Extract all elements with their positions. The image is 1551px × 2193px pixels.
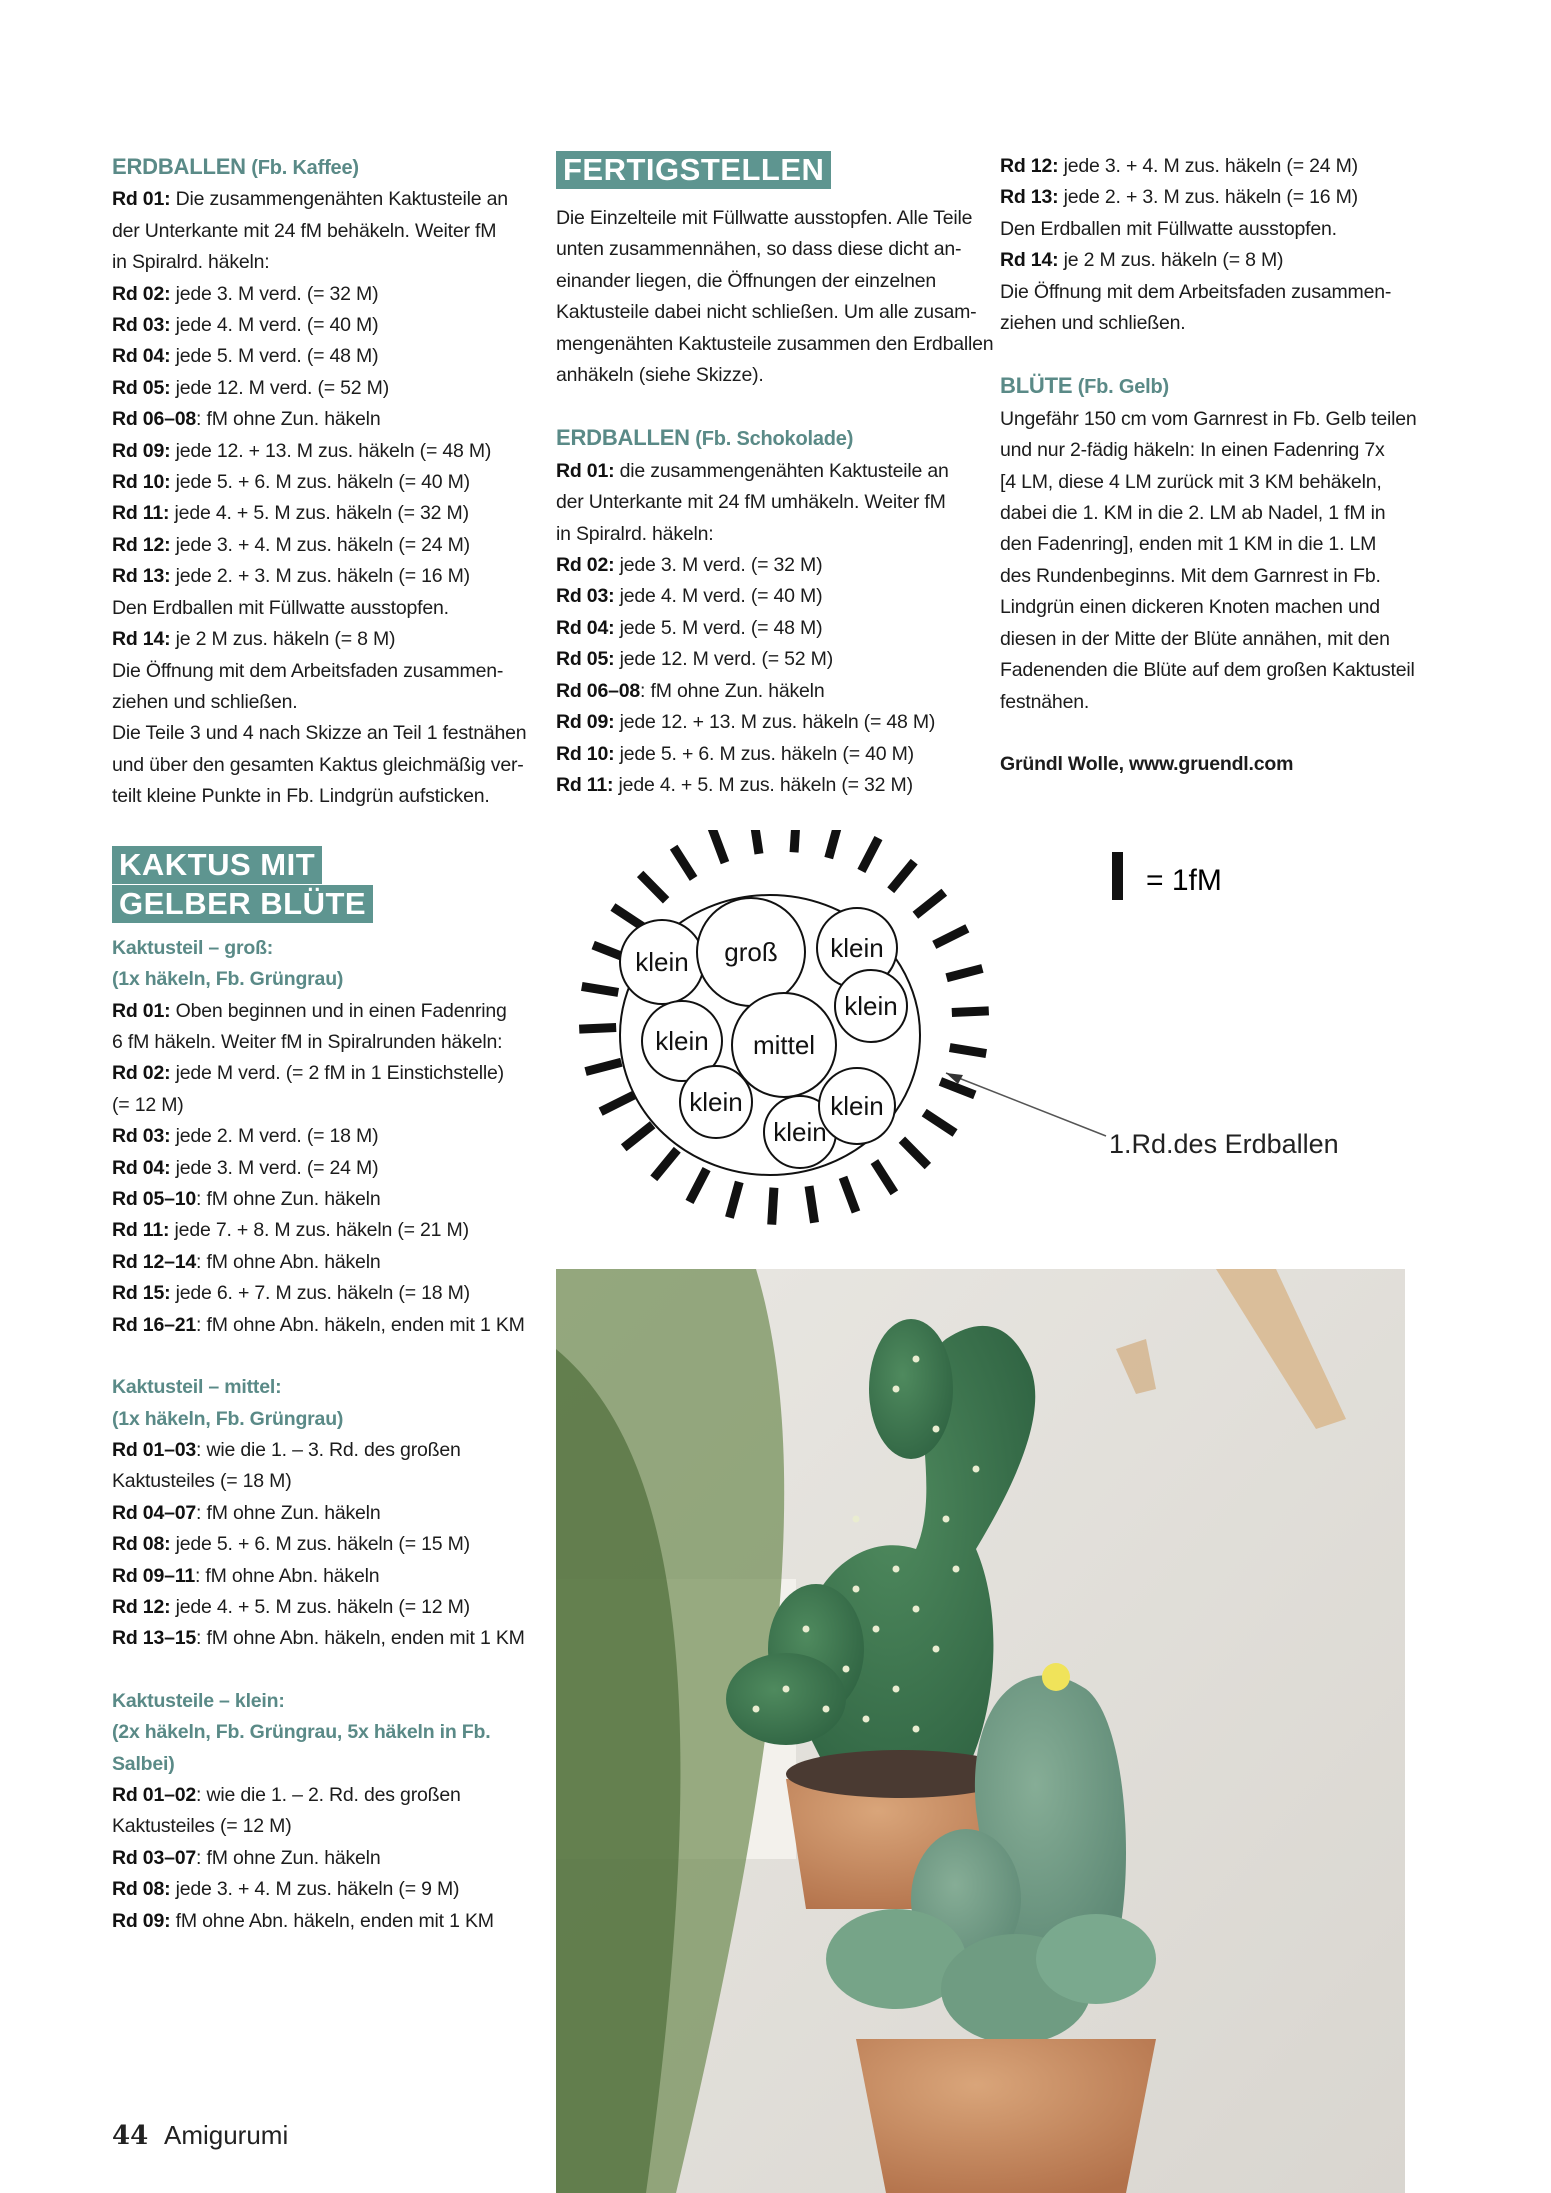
- instruction-line: Rd 03: jede 2. M verd. (= 18 M): [112, 1125, 379, 1148]
- heading-title: ERDBALLEN: [112, 154, 246, 179]
- cactus-part-label: klein: [655, 1026, 709, 1056]
- cactus-part-label: mittel: [752, 1030, 816, 1060]
- section-heading: [1000, 370, 1430, 403]
- stitch-ray: [729, 1182, 739, 1218]
- round-label: Rd 02:: [112, 282, 171, 305]
- round-label: Rd 01–03: [112, 1438, 197, 1461]
- instruction-line: diesen in der Mitte der Blüte annähen, mit den: [1000, 627, 1390, 650]
- round-label: Rd 03:: [112, 314, 171, 337]
- round-label: Rd 05:: [112, 376, 171, 399]
- instruction-line: unten zusammennähen, so dass diese dicht an-: [556, 238, 962, 261]
- part-heading: (1x häkeln, Fb. Grüngrau): [112, 968, 344, 991]
- round-label: Rd 11:: [556, 773, 614, 796]
- stitch-ray: [712, 830, 725, 863]
- stitch-ray: [690, 1169, 707, 1202]
- instruction-line: Rd 09: fM ohne Abn. häkeln, enden mit 1 KM: [112, 1909, 494, 1932]
- instruction-line: mengenähten Kaktusteile zusammen den Erdballen: [556, 332, 994, 355]
- instruction-line: Rd 04: jede 3. M verd. (= 24 M): [112, 1156, 379, 1179]
- instruction-line: Rd 05: jede 12. M verd. (= 52 M): [556, 648, 834, 671]
- round-label: Rd 01–02: [112, 1783, 197, 1806]
- instruction-line: Rd 01–02: wie die 1. – 2. Rd. des großen: [112, 1783, 461, 1806]
- instruction-line: festnähen.: [1000, 690, 1090, 713]
- round-label: Rd 11:: [112, 1219, 170, 1242]
- part-heading: Kaktusteil – groß:: [112, 936, 274, 959]
- instruction-line: teilt kleine Punkte in Fb. Lindgrün aufsticken.: [112, 785, 490, 808]
- instruction-line: des Rundenbeginns. Mit dem Garnrest in Fb.: [1000, 564, 1381, 587]
- stitch-ray: [654, 1150, 678, 1179]
- page-number: 44: [112, 2121, 149, 2151]
- stitch-ray: [582, 986, 618, 992]
- stitch-ray: [601, 1095, 634, 1112]
- instruction-line: Den Erdballen mit Füllwatte ausstopfen.: [1000, 217, 1337, 240]
- instruction-line: Rd 01: die zusammengenähten Kaktusteile an: [556, 459, 949, 482]
- round-label: Rd 12:: [1000, 155, 1059, 177]
- instruction-line: Rd 02: jede 3. M verd. (= 32 M): [556, 554, 823, 577]
- stitch-ray: [924, 1113, 955, 1133]
- instruction-line: Rd 12: jede 3. + 4. M zus. häkeln (= 24 M): [1000, 155, 1358, 177]
- instruction-line: Rd 03: jede 4. M verd. (= 40 M): [112, 314, 379, 337]
- instruction-line: Rd 01: Die zusammengenähten Kaktusteile an: [112, 188, 508, 211]
- round-label: Rd 03–07: [112, 1846, 197, 1869]
- heading-subtitle: (Fb. Gelb): [1077, 376, 1170, 399]
- instruction-line: Rd 08: jede 5. + 6. M zus. häkeln (= 15 M): [112, 1533, 470, 1556]
- cactus-part-label: klein: [830, 1091, 884, 1121]
- assembly-diagram: [556, 830, 1426, 1250]
- page-footer: [112, 2120, 288, 2151]
- round-label: Rd 05–10: [112, 1188, 197, 1211]
- stitch-ray: [579, 1028, 616, 1030]
- instruction-line: Die Öffnung mit dem Arbeitsfaden zusammen-: [1000, 280, 1392, 303]
- instruction-line: Rd 14: je 2 M zus. häkeln (= 8 M): [1000, 249, 1284, 272]
- instruction-line: Rd 04: jede 5. M verd. (= 48 M): [112, 345, 379, 368]
- legend-mark: [1112, 852, 1123, 900]
- instruction-line: (= 12 M): [112, 1093, 184, 1116]
- cactus-photo: [556, 1269, 1405, 2193]
- instruction-line: Rd 02: jede M verd. (= 2 fM in 1 Einstichstelle): [112, 1062, 504, 1085]
- instruction-lines: [1000, 404, 1430, 718]
- instruction-line: Rd 01–03: wie die 1. – 3. Rd. des großen: [112, 1438, 461, 1461]
- round-label: Rd 05:: [556, 648, 615, 671]
- cactus-circles: [620, 895, 920, 1175]
- stitch-ray: [829, 830, 839, 858]
- cactus-part-label: klein: [844, 991, 898, 1021]
- stitch-ray: [915, 892, 944, 915]
- stitch-ray: [772, 1188, 774, 1225]
- instruction-line: Rd 03–07: fM ohne Zun. häkeln: [112, 1846, 381, 1869]
- stitch-ray: [952, 1011, 989, 1013]
- instruction-line: Rd 03: jede 4. M verd. (= 40 M): [556, 585, 823, 608]
- section-heading: [556, 422, 976, 455]
- instruction-line: Rd 04: jede 5. M verd. (= 48 M): [556, 616, 823, 639]
- legend-label: = 1fM: [1146, 864, 1222, 897]
- round-label: Rd 02:: [112, 1062, 171, 1085]
- instruction-lines: [556, 456, 976, 801]
- stitch-ray: [613, 907, 644, 927]
- instruction-line: Rd 12–14: fM ohne Abn. häkeln: [112, 1250, 381, 1273]
- stitch-ray: [640, 874, 666, 900]
- stitch-ray: [753, 830, 759, 854]
- cactus-part-label: klein: [773, 1117, 827, 1147]
- round-label: Rd 01:: [556, 459, 615, 482]
- instruction-line: [4 LM, diese 4 LM zurück mit 3 KM behäkeln,: [1000, 470, 1382, 493]
- instruction-line: Rd 01: Oben beginnen und in einen Fadenring: [112, 999, 507, 1022]
- instruction-line: den Fadenring], enden mit 1 KM in die 1. LM: [1000, 533, 1377, 556]
- instruction-line: Rd 12: jede 4. + 5. M zus. häkeln (= 12 M): [112, 1595, 470, 1618]
- stitch-ray: [843, 1177, 856, 1212]
- part-heading: (2x häkeln, Fb. Grüngrau, 5x häkeln in Fb.: [112, 1721, 491, 1744]
- instruction-line: Rd 09: jede 12. + 13. M zus. häkeln (= 48 M): [112, 439, 492, 462]
- intro-paragraph: [556, 203, 994, 391]
- instruction-line: Rd 11: jede 4. + 5. M zus. häkeln (= 32 M): [112, 502, 469, 525]
- round-label: Rd 01:: [112, 188, 171, 211]
- cactus-part-label: klein: [635, 947, 689, 977]
- stitch-ray: [902, 1140, 928, 1166]
- banner-kaktus: [112, 846, 532, 925]
- instruction-line: anhäkeln (siehe Skizze).: [556, 364, 764, 387]
- instruction-line: Rd 05–10: fM ohne Zun. häkeln: [112, 1188, 381, 1211]
- credit-line: Gründl Wolle, www.gruendl.com: [1000, 752, 1294, 775]
- instruction-line: Rd 13: jede 2. + 3. M zus. häkeln (= 16 M): [1000, 186, 1358, 209]
- instruction-line: 6 fM häkeln. Weiter fM in Spiralrunden häkeln:: [112, 1031, 503, 1054]
- round-label: Rd 08:: [112, 1533, 171, 1556]
- column-erdballen-kaffee: [112, 151, 532, 813]
- instruction-line: Rd 14: je 2 M zus. häkeln (= 8 M): [112, 628, 396, 651]
- kaktus-blocks: [112, 933, 532, 1937]
- instruction-line: Rd 06–08: fM ohne Zun. häkeln: [112, 408, 381, 431]
- instruction-line: Lindgrün einen dickeren Knoten machen und: [1000, 596, 1380, 619]
- instruction-line: Rd 10: jede 5. + 6. M zus. häkeln (= 40 M): [112, 471, 470, 494]
- instruction-line: Kaktusteiles (= 18 M): [112, 1470, 292, 1493]
- round-label: Rd 11:: [112, 502, 170, 525]
- instruction-line: Die Öffnung mit dem Arbeitsfaden zusammen-: [112, 659, 504, 682]
- instruction-line: Ungefähr 150 cm vom Garnrest in Fb. Gelb teilen: [1000, 407, 1417, 430]
- instruction-line: Rd 06–08: fM ohne Zun. häkeln: [556, 679, 825, 702]
- banner-line: GELBER BLÜTE: [112, 885, 373, 923]
- cactus-part-label: groß: [724, 937, 778, 967]
- instruction-line: Rd 16–21: fM ohne Abn. häkeln, enden mit 1 KM: [112, 1313, 525, 1336]
- instruction-line: Rd 10: jede 5. + 6. M zus. häkeln (= 40 M): [556, 742, 914, 765]
- round-label: Rd 10:: [112, 471, 171, 494]
- column-bluete: [1000, 151, 1430, 780]
- instruction-line: ziehen und schließen.: [1000, 312, 1186, 335]
- heading-subtitle: (Fb. Schokolade): [695, 428, 854, 451]
- round-label: Rd 03:: [556, 585, 615, 608]
- round-label: Rd 04–07: [112, 1501, 197, 1524]
- instruction-line: Rd 11: jede 7. + 8. M zus. häkeln (= 21 M): [112, 1219, 469, 1242]
- round-label: Rd 01:: [112, 999, 171, 1022]
- round-label: Rd 09:: [112, 439, 171, 462]
- part-heading: Kaktusteile – klein:: [112, 1689, 285, 1712]
- round-label: Rd 12:: [112, 533, 171, 556]
- instruction-line: ziehen und schließen.: [112, 690, 298, 713]
- stitch-ray: [794, 830, 796, 852]
- round-label: Rd 09:: [112, 1909, 171, 1932]
- heading-subtitle: (Fb. Kaffee): [251, 157, 359, 179]
- stitch-ray: [874, 1162, 894, 1193]
- round-label: Rd 12–14: [112, 1250, 197, 1273]
- round-label: Rd 08:: [112, 1878, 171, 1901]
- instruction-line: dabei die 1. KM in die 2. LM ab Nadel, 1 fM in: [1000, 502, 1386, 525]
- cactus-part-label: klein: [830, 933, 884, 963]
- round-label: Rd 04:: [112, 345, 171, 368]
- round-label: Rd 14:: [1000, 249, 1059, 272]
- round-label: Rd 15:: [112, 1282, 171, 1305]
- stitch-ray: [950, 1048, 986, 1054]
- banner-line: KAKTUS MIT: [112, 846, 322, 884]
- instruction-line: Rd 13–15: fM ohne Abn. häkeln, enden mit 1 KM: [112, 1627, 525, 1650]
- round-label: Rd 13–15: [112, 1627, 197, 1650]
- instruction-line: in Spiralrd. häkeln:: [112, 251, 270, 274]
- instruction-line: und nur 2-fädig häkeln: In einen Fadenring 7x: [1000, 439, 1385, 462]
- round-label: Rd 06–08: [556, 679, 641, 702]
- round-label: Rd 13:: [112, 565, 171, 588]
- round-label: Rd 06–08: [112, 408, 197, 431]
- stitch-ray: [674, 847, 694, 878]
- stitch-ray: [891, 862, 915, 891]
- instruction-line: Rd 15: jede 6. + 7. M zus. häkeln (= 18 M): [112, 1282, 470, 1305]
- stitch-ray: [809, 1186, 815, 1223]
- instruction-line: Rd 04–07: fM ohne Zun. häkeln: [112, 1501, 381, 1524]
- round-label: Rd 16–21: [112, 1313, 197, 1336]
- round-label: Rd 09–11: [112, 1564, 195, 1587]
- round-label: Rd 03:: [112, 1125, 171, 1148]
- arrow-line: [946, 1073, 1106, 1136]
- round-label: Rd 04:: [112, 1156, 171, 1179]
- heading-title: BLÜTE: [1000, 373, 1073, 399]
- round-label: Rd 02:: [556, 554, 615, 577]
- round-label: Rd 13:: [1000, 186, 1059, 209]
- instruction-line: Rd 05: jede 12. M verd. (= 52 M): [112, 376, 390, 399]
- instruction-line: Die Teile 3 und 4 nach Skizze an Teil 1 festnähen: [112, 722, 527, 745]
- cactus-part-label: klein: [689, 1087, 743, 1117]
- instruction-line: Rd 13: jede 2. + 3. M zus. häkeln (= 16 M): [112, 565, 470, 588]
- round-label: Rd 10:: [556, 742, 615, 765]
- instruction-line: Kaktusteile dabei nicht schließen. Um alle zusam-: [556, 301, 977, 324]
- instruction-line: Rd 08: jede 3. + 4. M zus. häkeln (= 9 M): [112, 1878, 460, 1901]
- part-heading: (1x häkeln, Fb. Grüngrau): [112, 1407, 344, 1430]
- instruction-line: der Unterkante mit 24 fM behäkeln. Weiter fM: [112, 219, 497, 242]
- stitch-ray: [586, 1062, 622, 1071]
- instruction-line: und über den gesamten Kaktus gleichmäßig ver-: [112, 753, 524, 776]
- stitch-ray: [934, 928, 967, 945]
- round-label: Rd 04:: [556, 616, 615, 639]
- part-heading: Salbei): [112, 1752, 175, 1775]
- magazine-name: Amigurumi: [163, 2120, 289, 2150]
- instruction-line: in Spiralrd. häkeln:: [556, 522, 714, 545]
- column-kaktus: [112, 846, 532, 1937]
- instruction-lines: [112, 184, 532, 812]
- banner-fertigstellen: FERTIGSTELLEN: [556, 151, 831, 189]
- round-label: Rd 09:: [556, 711, 615, 734]
- round-label: Rd 12:: [112, 1595, 171, 1618]
- instruction-line: Rd 12: jede 3. + 4. M zus. häkeln (= 24 M): [112, 533, 470, 556]
- instruction-line: Rd 02: jede 3. M verd. (= 32 M): [112, 282, 379, 305]
- instruction-line: Rd 09: jede 12. + 13. M zus. häkeln (= 48 M): [556, 711, 936, 734]
- arrow-label: 1.Rd.des Erdballen: [1109, 1129, 1339, 1159]
- instruction-line: Rd 11: jede 4. + 5. M zus. häkeln (= 32 M): [556, 773, 913, 796]
- instruction-line: Fadenenden die Blüte auf dem großen Kaktusteil: [1000, 659, 1415, 682]
- stitch-ray: [861, 838, 878, 871]
- stitch-ray: [624, 1125, 653, 1148]
- instruction-lines: [1000, 151, 1430, 339]
- instruction-line: Rd 09–11: fM ohne Abn. häkeln: [112, 1564, 380, 1587]
- heading-title: ERDBALLEN: [556, 425, 690, 451]
- instruction-line: der Unterkante mit 24 fM umhäkeln. Weiter fM: [556, 491, 946, 514]
- column-fertigstellen: [556, 151, 994, 801]
- section-heading: [112, 151, 532, 184]
- round-label: Rd 14:: [112, 628, 171, 651]
- instruction-line: Kaktusteiles (= 12 M): [112, 1815, 292, 1838]
- instruction-line: Den Erdballen mit Füllwatte ausstopfen.: [112, 596, 449, 619]
- instruction-line: einander liegen, die Öffnungen der einzelnen: [556, 269, 937, 292]
- instruction-line: Die Einzelteile mit Füllwatte ausstopfen. Alle Teile: [556, 207, 973, 229]
- part-heading: Kaktusteil – mittel:: [112, 1376, 282, 1399]
- stitch-ray: [947, 968, 983, 977]
